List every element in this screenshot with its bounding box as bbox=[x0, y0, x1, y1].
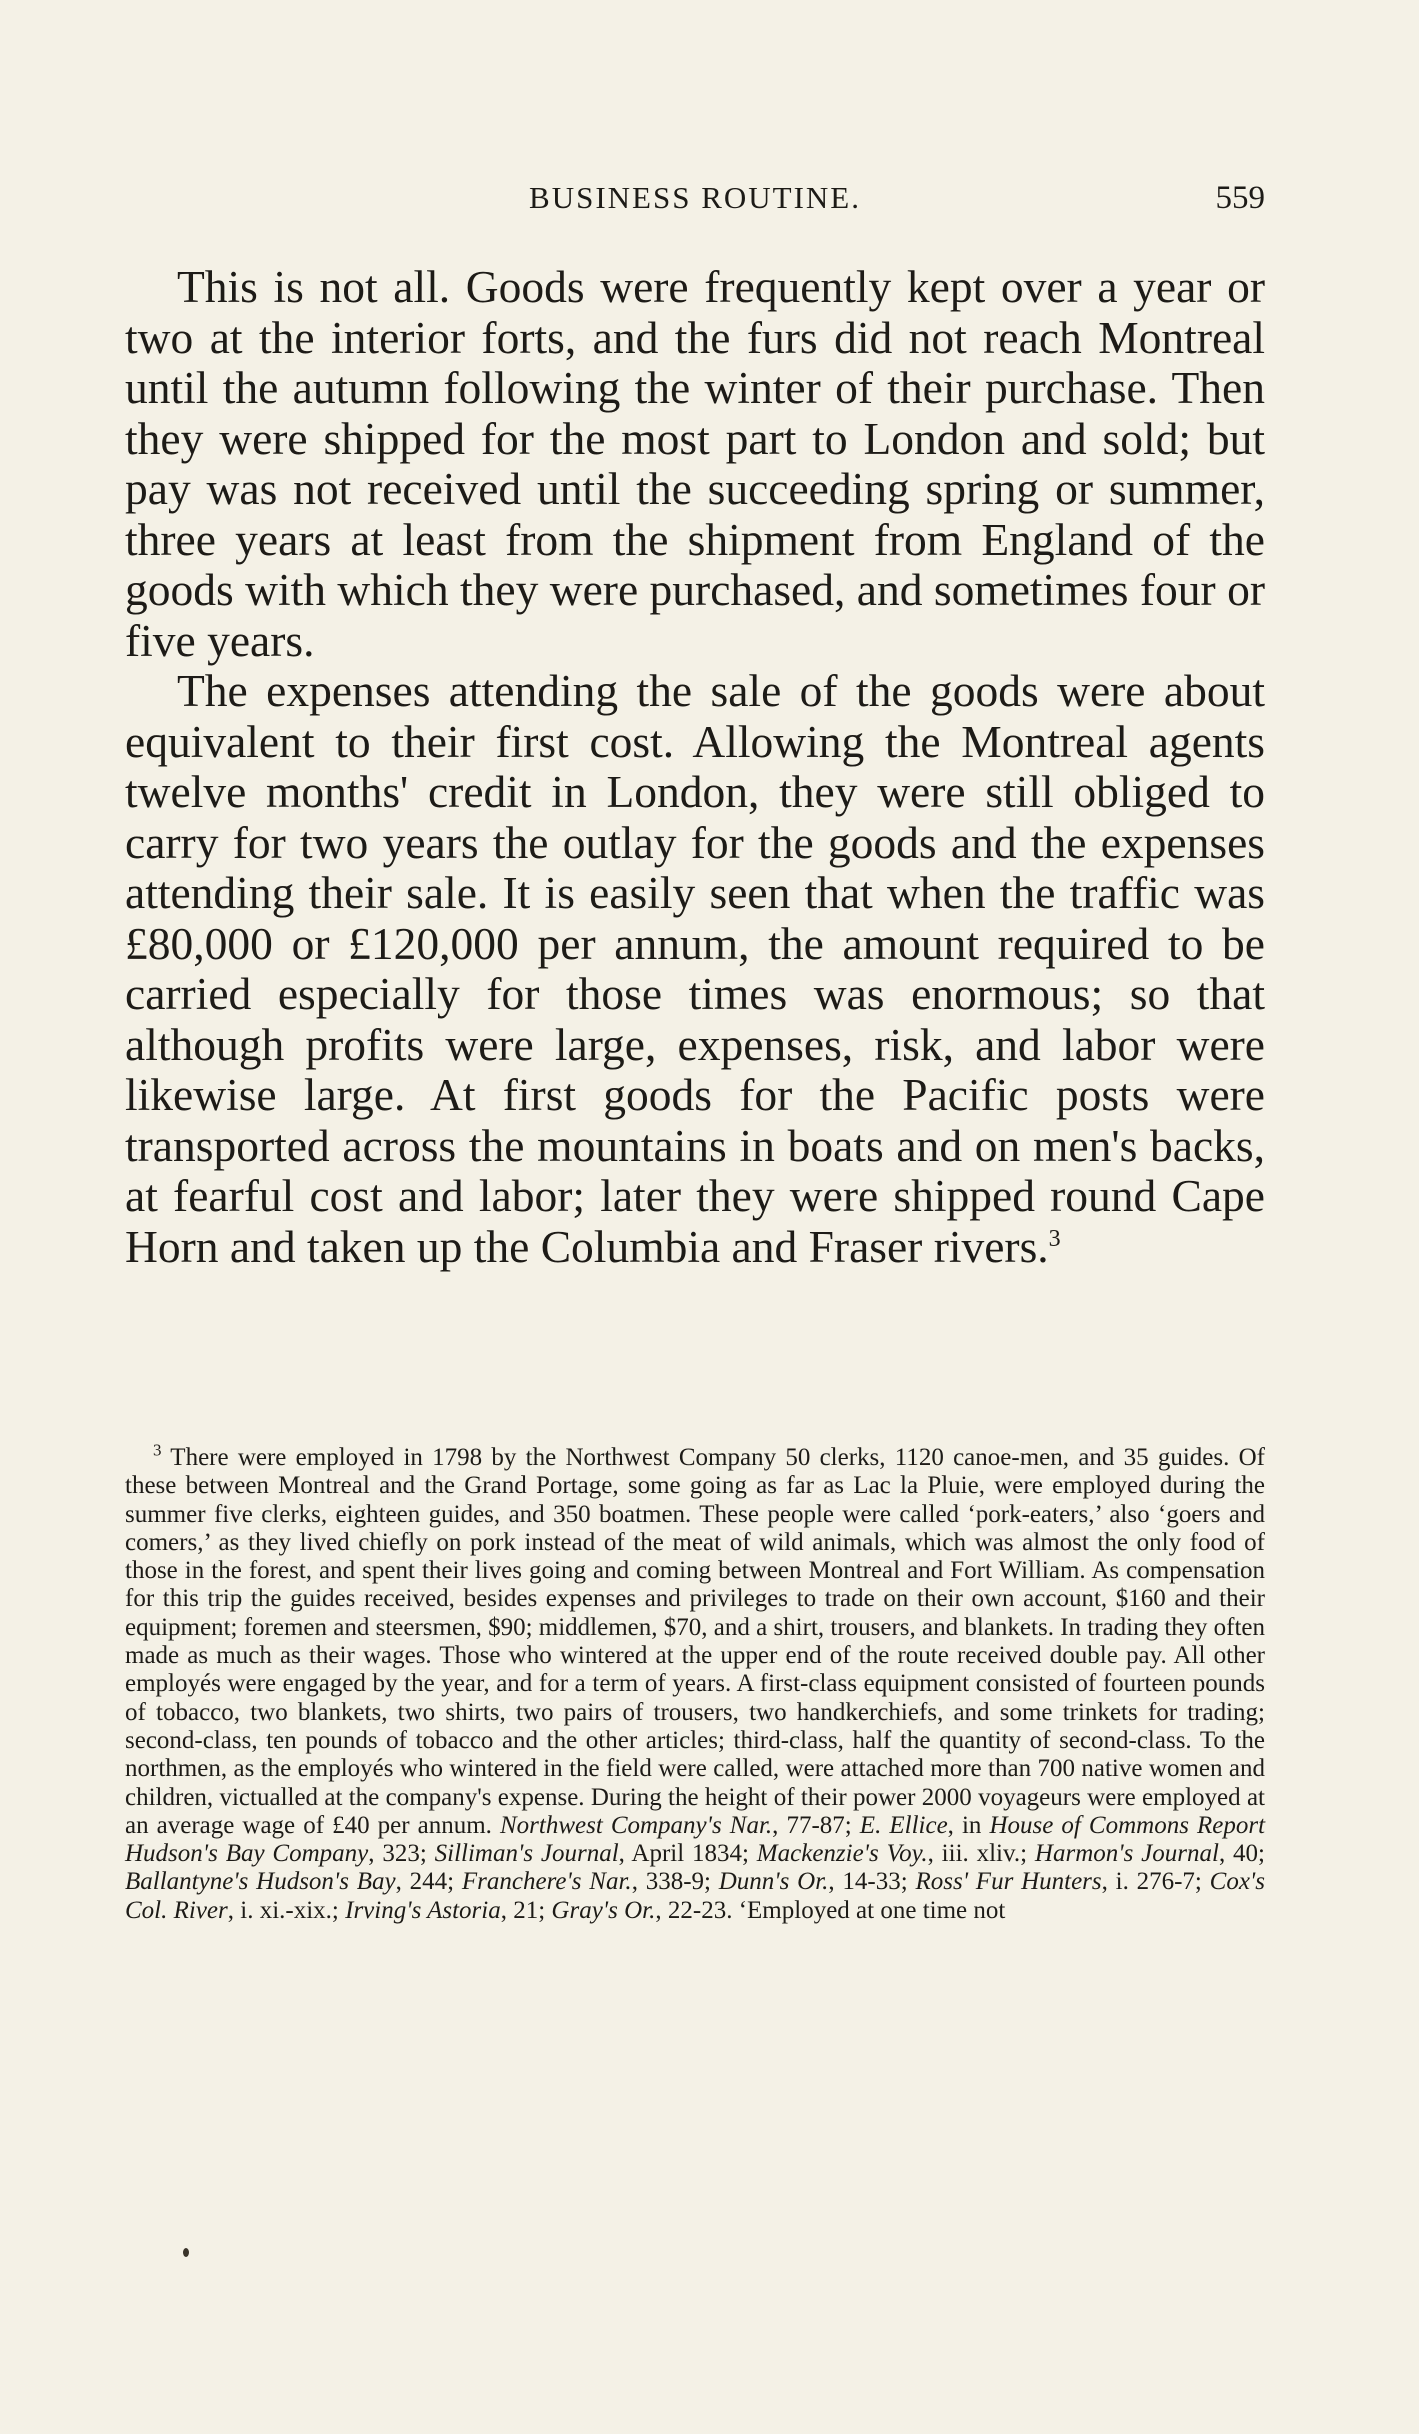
footnote-text: , 244; bbox=[395, 1868, 455, 1896]
paragraph-text: The expenses attending the sale of the goods were about equivalent to their first cost. Allowing the Montreal agents twelve months' credit in London, they were still obliged to carry for two years the outlay for the goods and the expenses attending their sale. It is easily seen that when the traffic was £80,000 or £120,000 per annum, the amount required to be carried especially for those times was enormous; so that although profits were large, expenses, risk, and labor were likewise large. At first goods for the Pacific posts were transported across the mountains in boats and on men's backs, at fearful cost and labor; later they were shipped round Cape Horn and taken up the Columbia and Fraser rivers. bbox=[125, 665, 1265, 1272]
running-title: BUSINESS ROUTINE. bbox=[529, 180, 861, 215]
footnote-text: , iii. xliv.; bbox=[927, 1840, 1028, 1868]
citation: House of Commons Report Hudson's Bay Company bbox=[125, 1811, 1266, 1868]
running-head bbox=[125, 180, 1265, 224]
citation: Cox's Col. River bbox=[125, 1868, 1265, 1924]
citation: Gray's Or. bbox=[551, 1896, 656, 1924]
citation: Mackenzie's Voy. bbox=[756, 1840, 928, 1868]
main-text bbox=[125, 262, 1265, 1272]
footnote-paragraph bbox=[125, 1440, 1266, 1925]
footnote-text: There were employed in 1798 by the Northwest Company 50 clerks, 1120 canoe-men, and 35 guides. Of these between Montreal and the Grand Portage, some going as far as Lac la Pluie, were employed during the summer five clerks, eighteen guides, and 350 boatmen. These people were called ‘pork-eaters,’ also ‘goers and comers,’ as they lived chiefly on pork instead of the meat of wild animals, which was almost the only food of those in the forest, and spent their lives going and coming between Montreal and Fort William. As compensation for this trip the guides received, besides expenses and privileges to trade on their own account, $160 and their equipment; foremen and steersmen, $90; middlemen, $70, and a shirt, trousers, and blankets. In trading they often made as much as their wages. Those who wintered at the upper end of the route received double pay. All other employés were engaged by the year, and for a term of years. A first-class equipment consisted of fourteen pounds of tobacco, two blankets, two shirts, two pairs of trousers, two handkerchiefs, and some trinkets for trading; second-class, ten pounds of tobacco and the other articles; third-class, half the quantity of second-class. To the northmen, as the employés who wintered in the field were called, were attached more than 700 native women and children, victualled at the company's expense. During the height of their power 2000 voyageurs were employed at an average wage of £40 per annum. bbox=[125, 1444, 1265, 1839]
paragraph bbox=[125, 666, 1265, 1272]
paragraph bbox=[125, 262, 1265, 666]
citation: Silliman's Journal bbox=[434, 1840, 619, 1868]
citation: Franchere's Nar. bbox=[461, 1868, 632, 1896]
footnote-text: , 338-9; bbox=[631, 1868, 711, 1896]
citation: Harmon's Journal bbox=[1034, 1840, 1219, 1868]
footnote-text: , 14-33; bbox=[828, 1868, 908, 1896]
citation: Northwest Company's Nar. bbox=[499, 1811, 773, 1839]
footnote-text: , April 1834; bbox=[618, 1840, 749, 1868]
footnote-text: , 21; bbox=[500, 1896, 546, 1924]
footnote-text: , 323; bbox=[368, 1840, 427, 1868]
footnote-text: , in bbox=[947, 1811, 982, 1839]
footnote-reference[interactable]: 3 bbox=[1048, 1225, 1061, 1252]
citation: Dunn's Or. bbox=[718, 1868, 829, 1896]
page-number: 559 bbox=[1215, 180, 1265, 216]
ink-speck bbox=[183, 2248, 189, 2257]
citation: Ballantyne's Hudson's Bay bbox=[125, 1868, 396, 1896]
footnote-text: , 22-23. ‘Employed at one time not bbox=[655, 1896, 1006, 1924]
footnote bbox=[125, 1440, 1266, 1925]
footnote-text: , 77-87; bbox=[772, 1811, 852, 1839]
footnote-text: , 40; bbox=[1218, 1840, 1265, 1868]
paragraph-text: This is not all. Goods were frequently kept over a year or two at the interior forts, and the furs did not reach Montreal until the autumn following the winter of their purchase. Then they were shipped for the most part to London and sold; but pay was not received until the succeeding spring or summer, three years at least from the shipment from England of the goods with which they were purchased, and sometimes four or five years. bbox=[125, 261, 1265, 666]
citation: Ross' Fur Hunters bbox=[915, 1868, 1102, 1896]
citation: E. Ellice bbox=[859, 1811, 948, 1839]
footnote-text: , i. xi.-xix.; bbox=[227, 1896, 339, 1924]
footnote-number: 3 bbox=[153, 1440, 162, 1460]
footnote-text: , i. 276-7; bbox=[1101, 1868, 1202, 1896]
citation: Irving's Astoria bbox=[345, 1896, 501, 1924]
